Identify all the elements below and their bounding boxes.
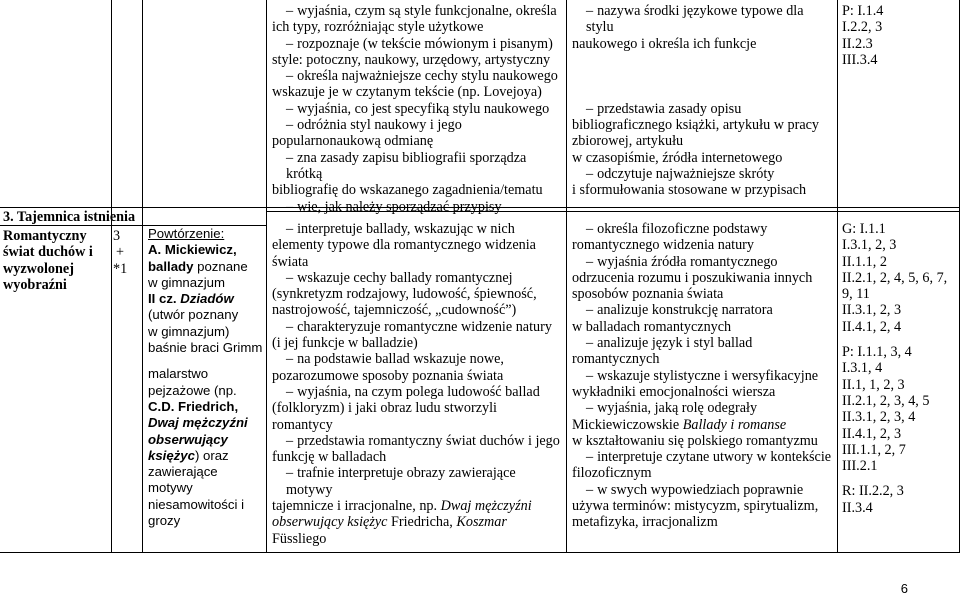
- requirement-line: – przedstawia zasady opisu: [572, 101, 834, 117]
- topic-cell: [3, 228, 109, 293]
- material-note: grozy: [148, 513, 181, 529]
- requirement-text: Friedricha,: [387, 514, 453, 531]
- curriculum-code: II.1, 1, 2, 3: [842, 376, 905, 393]
- requirement-line: – trafnie interpretuje obrazy zawierające motywy: [272, 465, 564, 498]
- curriculum-code: I.3.1, 4: [842, 360, 883, 377]
- extended-requirements-bottom: [572, 221, 834, 531]
- topic-line: Romantyczny: [3, 228, 87, 244]
- painting-title: Koszmar: [456, 514, 507, 531]
- requirement-line: [272, 498, 564, 514]
- topic-line: wyzwolonej: [3, 260, 74, 277]
- requirement-line: – analizuje konstrukcję narratora: [572, 302, 834, 318]
- column-divider: [111, 0, 112, 553]
- curriculum-code: R: II.2.2, 3: [842, 483, 904, 500]
- requirement-line: – nazywa środki językowe typowe dla stylu: [572, 3, 834, 36]
- requirement-line: – w swych wypowiedziach poprawnie: [572, 482, 834, 498]
- curriculum-code: II.3.1, 2, 3, 4: [842, 409, 916, 426]
- hours-plus: +: [116, 244, 125, 261]
- material-note: niesamowitości i: [148, 496, 245, 512]
- review-label: Powtórzenie:: [148, 226, 225, 241]
- work-note: (utwór poznany: [148, 307, 239, 323]
- requirement-text: tajemnicze i irracjonalne, np.: [272, 498, 438, 515]
- requirement-line: [572, 417, 834, 433]
- curriculum-code: II.2.1, 2, 4, 5, 6, 7,: [842, 269, 948, 286]
- column-divider: [142, 0, 143, 553]
- curriculum-code: 9, 11: [842, 286, 870, 303]
- requirement-line: (folkloryzm) i jaki obraz ludu stworzyli: [272, 400, 497, 417]
- work-title: baśnie braci Grimm: [148, 340, 263, 356]
- requirement-line: zbiorowej, artykułu: [572, 133, 684, 150]
- requirement-line: bibliografię do wskazanego zagadnienia/tematu: [272, 182, 543, 199]
- curriculum-code: II.2.1, 2, 3, 4, 5: [842, 392, 930, 409]
- materials-cell: [148, 226, 265, 529]
- material-note: ) oraz: [194, 447, 229, 463]
- work-note: poznane: [197, 258, 248, 274]
- requirement-line: – na podstawie ballad wskazuje nowe,: [272, 351, 564, 367]
- requirement-line: – określa najważniejsze cechy stylu naukowego: [272, 68, 564, 84]
- requirement-line: – odróżnia styl naukowy i jego: [272, 117, 564, 133]
- curriculum-code: II.4.1, 2, 3: [842, 425, 902, 442]
- curriculum-code: G: I.1.1: [842, 221, 886, 237]
- curriculum-codes-top: [842, 3, 957, 68]
- requirement-text: Mickiewiczowskie: [572, 416, 680, 433]
- requirement-line: – interpretuje ballady, wskazując w nich: [272, 221, 564, 237]
- requirement-line: w czasopiśmie, źródła internetowego: [572, 149, 783, 166]
- requirement-line: naukowego i określa ich funkcje: [572, 35, 757, 52]
- extended-requirements-top: [572, 3, 834, 199]
- requirement-line: – wskazuje stylistyczne i wersyfikacyjne: [572, 368, 834, 384]
- material-note: zawierające: [148, 464, 218, 480]
- requirement-line: – przedstawia romantyczny świat duchów i jego: [272, 433, 564, 449]
- requirement-line: – wie, jak należy sporządzać przypisy: [272, 199, 564, 215]
- requirement-line: funkcję w balladach: [272, 449, 387, 466]
- requirement-line: elementy typowe dla romantycznego widzenia: [272, 237, 536, 254]
- painting-title: księżyc: [148, 447, 195, 463]
- requirement-line: filozoficznym: [572, 465, 652, 482]
- requirement-line: w kształtowaniu się polskiego romantyzmu: [572, 432, 818, 449]
- requirement-line: romantycznego widzenia natury: [572, 237, 754, 254]
- painting-title: Dwaj mężczyźni: [440, 498, 532, 515]
- curriculum-code: II.2.3: [842, 35, 873, 52]
- section-title: 3. Tajemnica istnienia: [3, 209, 136, 225]
- material-note: malarstwo: [148, 366, 209, 382]
- column-divider: [837, 0, 838, 553]
- curriculum-code: III.2.1: [842, 458, 878, 475]
- painting-title: Dwaj mężczyźni: [148, 415, 248, 431]
- hours-cell: [113, 228, 141, 277]
- topic-line: świat duchów i: [3, 244, 93, 261]
- painting-title: obserwujący księżyc: [272, 514, 388, 531]
- requirement-line: [272, 514, 564, 530]
- requirement-line: używa terminów: mistycyzm, spirytualizm,: [572, 498, 819, 515]
- requirement-line: style: potoczny, naukowy, urzędowy, artystyczny: [272, 51, 551, 68]
- requirement-line: romantycznych: [572, 351, 660, 368]
- material-note: pejzażowe (np.: [148, 382, 237, 398]
- requirement-line: ich typy, rozróżniając style użytkowe: [272, 19, 484, 36]
- requirement-line: – określa filozoficzne podstawy: [572, 221, 834, 237]
- requirement-line: – wyjaśnia, na czym polega ludowość ballad: [272, 384, 564, 400]
- requirement-line: – wyjaśnia źródła romantycznego: [572, 254, 834, 270]
- curriculum-code: III.3.4: [842, 51, 878, 68]
- row-divider: [0, 552, 960, 553]
- requirement-line: romantycy: [272, 416, 333, 433]
- requirement-line: – zna zasady zapisu bibliografii sporządza krótką: [272, 150, 564, 183]
- work-note: w gimnazjum: [148, 274, 225, 290]
- requirement-line: – wyjaśnia, czym są style funkcjonalne, określa: [272, 3, 564, 19]
- curriculum-code: I.3.1, 2, 3: [842, 237, 897, 254]
- requirement-line: – rozpoznaje (w tekście mówionym i pisanym): [272, 36, 564, 52]
- curriculum-code: II.3.1, 2, 3: [842, 302, 902, 319]
- requirement-line: – wyjaśnia, jaką rolę odegrały: [572, 400, 834, 416]
- requirement-line: pozarozumowe sposoby poznania świata: [272, 367, 504, 384]
- column-divider: [266, 0, 267, 553]
- curriculum-code: II.4.1, 2, 4: [842, 318, 902, 335]
- requirement-line: wykładniki emocjonalności wiersza: [572, 383, 776, 400]
- curriculum-codes-bottom: [842, 221, 957, 516]
- requirement-line: sposobów poznania świata: [572, 286, 724, 303]
- basic-requirements-top: [272, 3, 564, 215]
- work-title: Ballady i romanse: [682, 416, 787, 433]
- painting-title: obserwujący: [148, 431, 228, 447]
- curriculum-code: III.1.1, 2, 7: [842, 441, 906, 458]
- requirement-line: – analizuje język i styl ballad: [572, 335, 834, 351]
- work-note: w gimnazjum): [148, 323, 230, 339]
- requirement-line: bibliograficznego książki, artykułu w pracy: [572, 117, 820, 134]
- page-number: 6: [900, 581, 908, 596]
- requirement-line: w balladach romantycznych: [572, 318, 732, 335]
- requirement-line: i sformułowania stosowane w przypisach: [572, 182, 807, 199]
- requirement-line: Füssliego: [272, 530, 327, 547]
- requirement-line: nastrojowość, tajemniczość, „cudowność”): [272, 302, 517, 319]
- requirement-line: – wskazuje cechy ballady romantycznej: [272, 270, 564, 286]
- requirement-line: – odczytuje najważniejsze skróty: [572, 166, 834, 182]
- topic-line: wyobraźni: [3, 276, 67, 293]
- curriculum-code: II.3.4: [842, 499, 873, 516]
- work-title: Dziadów: [180, 291, 234, 307]
- hours-value: 3: [113, 228, 121, 244]
- requirement-line: odrzucenia rozumu i poszukiwania innych: [572, 269, 813, 286]
- curriculum-code: P: I.1.4: [842, 3, 884, 19]
- hours-extra: *1: [113, 260, 128, 277]
- material-note: motywy: [148, 480, 193, 496]
- requirement-line: – wyjaśnia, co jest specyfiką stylu naukowego: [272, 101, 564, 117]
- curriculum-code: II.1.1, 2: [842, 253, 887, 270]
- requirement-line: (synkretyzm rodzajowy, ludowość, śpiewność,: [272, 286, 537, 303]
- work-part: II cz.: [148, 291, 177, 307]
- column-divider: [566, 0, 567, 553]
- requirement-line: – charakteryzuje romantyczne widzenie natury: [272, 319, 564, 335]
- requirement-line: – interpretuje czytane utwory w kontekście: [572, 449, 834, 465]
- author-name: C.D. Friedrich,: [148, 398, 239, 414]
- author-name: A. Mickiewicz,: [148, 242, 237, 258]
- requirement-line: popularnonaukową odmianę: [272, 133, 434, 150]
- work-title: ballady: [148, 258, 194, 274]
- basic-requirements-bottom: [272, 221, 564, 547]
- requirement-line: (i jej funkcje w balladzie): [272, 335, 418, 352]
- requirement-line: świata: [272, 253, 309, 270]
- requirement-line: metafizyka, irracjonalizm: [572, 514, 718, 531]
- curriculum-code: I.2.2, 3: [842, 19, 883, 36]
- curriculum-code: P: I.1.1, 3, 4: [842, 344, 912, 361]
- requirement-line: wskazuje je w czytanym tekście (np. Lovejoya): [272, 84, 542, 101]
